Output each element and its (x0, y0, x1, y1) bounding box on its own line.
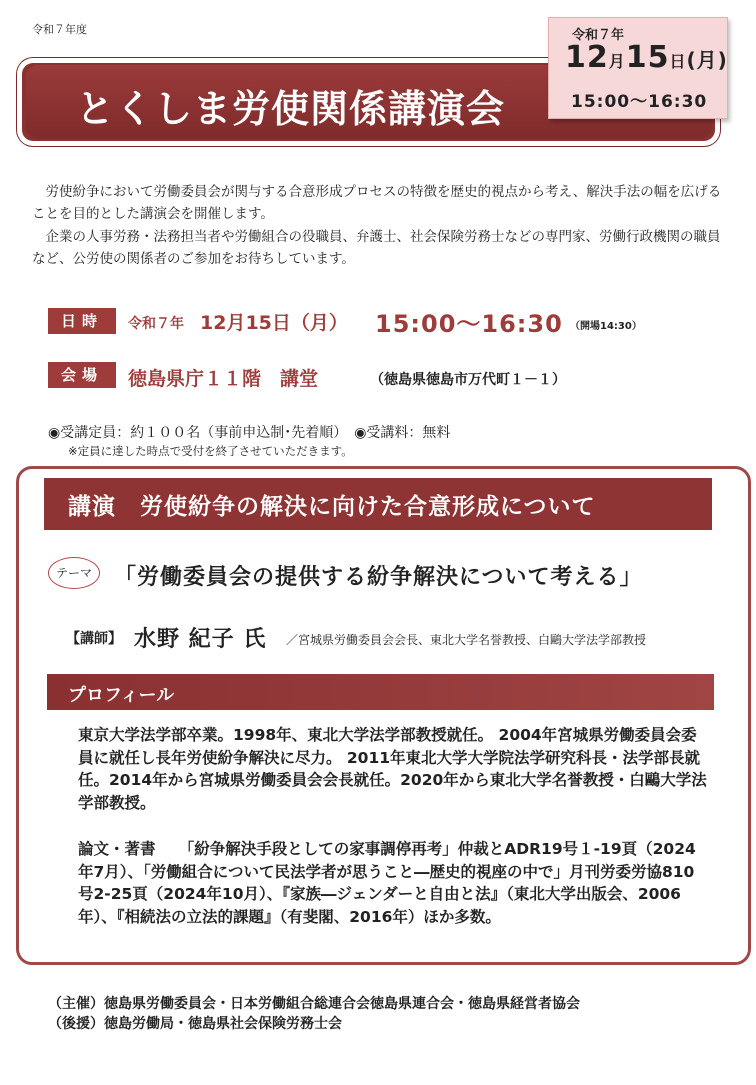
date-tag-day-unit: 日 (669, 52, 687, 71)
lecture-title: 講演 労使紛争の解決に向けた合意形成について (68, 494, 596, 520)
date-tag-weekday: (月) (686, 48, 728, 72)
capacity-info: ◉受講定員：約１００名（事前申込制･先着順） ◉受講料：無料 (48, 425, 451, 441)
schedule-opening: （開場14:30） (570, 321, 642, 332)
schedule-time: 15:00～16:30 (375, 310, 563, 338)
date-tag-date (565, 40, 728, 75)
theme-badge: テーマ (48, 557, 100, 589)
lecturer-label: 【講師】 (66, 631, 122, 647)
venue-label: 会場 (48, 362, 116, 388)
host-organizers: （主催）徳島県労働委員会・日本労働組合総連合会徳島県連合会・徳島県経営者協会 (48, 996, 580, 1012)
lecture-theme: 「労働委員会の提供する紛争解決について考える」 (114, 565, 643, 590)
date-tag-month: 12 (565, 40, 609, 75)
intro-paragraph-1: 労使紛争において労働委員会が関与する合意形成プロセスの特徴を歴史的視点から考え、解決手法の幅を広げることを目的とした講演会を開催します。 (32, 184, 722, 222)
schedule-era: 令和７年 (128, 316, 184, 332)
date-tag-era: 令和７年 (572, 28, 625, 43)
date-tag-month-unit: 月 (608, 52, 626, 71)
venue-address: （徳島県徳島市万代町１－１） (370, 372, 566, 388)
profile-text: 東京大学法学部卒業。1998年、東北大学法学部教授就任。 2004年宮城県労働委員会委員に就任し長年労使紛争解決に尽力。 2011年東北大学大学院法学研究科長・法学部長就任。2014年から宮城県労働委員会会長就任。2020年から東北大学名誉教授・白鷗大学法学部教授。 (78, 726, 707, 812)
organizers (48, 994, 580, 1034)
schedule-label: 日時 (48, 308, 116, 334)
profile-heading: プロフィール (68, 685, 175, 706)
intro-paragraph-2: 企業の人事労務・法務担当者や労働組合の役職員、弁護士、社会保険労務士などの専門家、労働行政機関の職員など、公労使の関係者のご参加をお待ちしています。 (32, 229, 721, 267)
page-title: とくしま労使関係講演会 (76, 87, 506, 131)
supporting-organizers: （後援）徳島労働局・徳島県社会保険労務士会 (48, 1016, 342, 1032)
lecturer-title: ／宮城県労働委員会会長、東北大学名誉教授、白鷗大学法学部教授 (286, 633, 647, 647)
date-tag-day: 15 (625, 40, 670, 75)
date-tag-time: 15:00～16:30 (571, 92, 708, 112)
lecturer-name: 水野 紀子 氏 (134, 627, 267, 652)
schedule-date: 12月15日（月） (200, 312, 348, 334)
capacity-note: ※定員に達した時点で受付を終了させていただきます。 (68, 444, 353, 458)
works-text: 論文・著書 「紛争解決手段としての家事調停再考」仲裁とADR19号１-19頁（2024年7月）、「労働組合について民法学者が思うこと―歴史的視座の中で」月刊労委労協810号2-25頁（2024年10月）、『家族―ジェンダーと自由と法』（東北大学出版会、2006年）、『相続法の立法的課題』（有斐閣、2016年）ほか多数。 (78, 840, 696, 926)
venue-name: 徳島県庁１１階 講堂 (128, 368, 319, 390)
era-label: 令和７年度 (32, 23, 87, 36)
